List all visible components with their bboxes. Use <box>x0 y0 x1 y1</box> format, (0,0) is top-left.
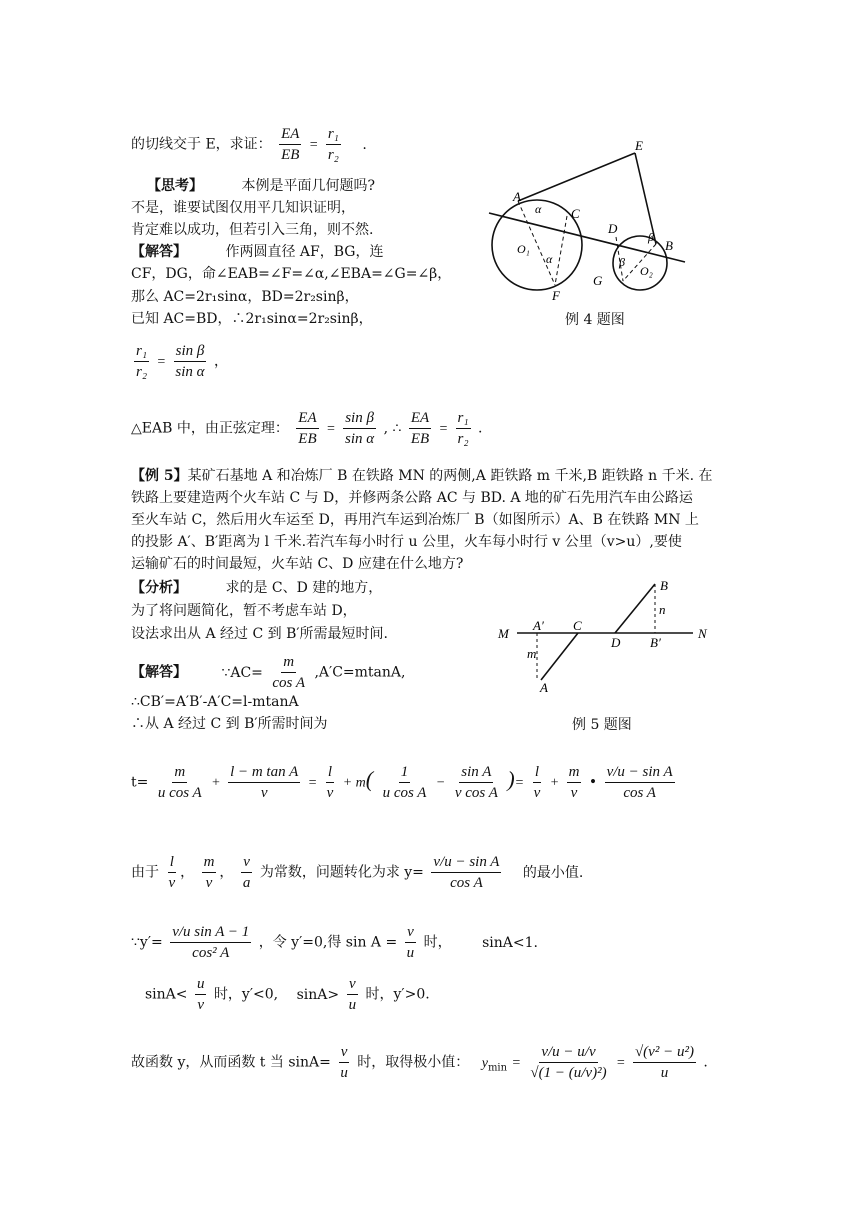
solution2-line-1: 【解答】 ∵AC= $\frac{m}{\text{cos A}}$ ,A′C=mtanA, <box>131 654 406 691</box>
solution-line-4: 已知 AC=BD，∴2r₁sinα=2r₂sinβ， <box>131 311 373 327</box>
solution-line-3: 那么 AC=2r₁sinα，BD=2r₂sinβ， <box>131 289 359 305</box>
solution2-line-2: ∴CB′=A′B′-A′C=l-mtanA <box>131 694 299 710</box>
figure-5-caption: 例 5 题图 <box>572 717 632 733</box>
think-line-2: 不是，谁要试图仅用平几知识证明， <box>131 200 355 216</box>
label-a: A <box>513 189 521 204</box>
road-db <box>615 584 655 633</box>
label-g: G <box>593 273 603 288</box>
label-o1: O₁ <box>517 242 530 256</box>
constants-line: 由于 $\frac{l}{v}$ ， $\frac{m}{v}$ ， $\frac{v}{a}$ 为常数，问题转化为求 y= $\frac{\text{v/u − sin A}}{\text{cos A}}$ 的最小值. <box>131 854 584 891</box>
road-ac <box>541 633 578 680</box>
label-c: C <box>573 618 582 633</box>
sine-law-line: △EAB 中，由正弦定理： $\frac{EA}{EB}$ = $\frac{\text{sin β}}{\text{sin α}}$ , ∴ $\frac{EA}{EB}$ = $\frac{\text{r₁}}{\text{r₂}}$ . <box>131 410 483 447</box>
solution-line-1: 【解答】 作两圆直径 AF，BG，连 <box>131 244 384 260</box>
label-m-length: m <box>527 646 537 661</box>
label-d: D <box>611 635 621 650</box>
chord-cf <box>555 216 567 285</box>
label-e: E <box>635 138 643 153</box>
label-alpha-f: α <box>546 252 553 266</box>
label-d: D <box>608 221 618 236</box>
think-line-1: 【思考】 本例是平面几何题吗? <box>147 178 375 194</box>
intro-text: 的切线交于 E，求证： <box>131 136 272 153</box>
example-5-line-1: 【例 5】某矿石基地 A 和冶炼厂 B 在铁路 MN 的两侧,A 距铁路 m 千米,B 距铁路 n 千米. 在 <box>131 468 713 484</box>
label-b: B <box>665 238 673 253</box>
figure-4-diagram <box>485 135 695 305</box>
label-m-point: M <box>498 626 509 641</box>
label-a-prime: A′ <box>533 618 544 633</box>
label-c: C <box>571 206 580 221</box>
figure-5-diagram <box>495 576 720 696</box>
derivative-line: ∵y′= $\frac{\text{v/u sin A − 1}}{\text{cos² A}}$ ，令 y′=0,得 sin A = $\frac{v}{u}$ 时， sinA<1. <box>131 924 538 961</box>
think-label: 【思考】 <box>147 178 203 194</box>
solution2-line-3: ∴从 A 经过 C 到 B′所需时间为 <box>131 716 328 732</box>
sign-line: sinA< $\frac{u}{v}$ 时，y′<0, sinA> $\frac{v}{u}$ 时，y′>0. <box>145 976 430 1013</box>
solution-label: 【解答】 <box>131 244 187 260</box>
ea-eb-fraction: $\frac{EA}{EB}$ <box>281 126 300 163</box>
think-line-3: 肯定难以成功，但若引入三角，则不然. <box>131 222 374 238</box>
example-5-label: 【例 5】 <box>131 468 188 484</box>
label-b: B <box>660 578 668 593</box>
label-n-point: N <box>698 626 707 641</box>
example-5-line-2: 铁路上要建造两个火车站 C 与 D，并修两条公路 AC 与 BD. A 地的矿石先用汽车由公路运 <box>131 490 693 506</box>
solution2-label: 【解答】 <box>131 664 187 681</box>
r1-r2-fraction: $\frac{\text{r₁}}{\text{r₂}}$ <box>327 126 339 163</box>
time-equation: t= $\frac{m}{\text{u cos A}}$ + $\frac{\text{l − m tan A}}{v}$ = $\frac{l}{v}$ + m( $\frac{1}{\text{u cos A}}$ − $\frac{\text{sin A}}{\text{v cos A}}$ )= $\frac{l}{v}$ + $\frac{m}{v}$ • $\frac{\text{v/u − sin A}}{\text{cos A}}$ <box>131 764 673 801</box>
ratio-equation: $\frac{\text{r₁}}{\text{r₂}}$ = $\frac{\text{sin β}}{\text{sin α}}$ ， <box>136 343 229 380</box>
label-b-prime: B′ <box>650 635 661 650</box>
analysis-label: 【分析】 <box>131 580 187 596</box>
label-a: A <box>540 680 548 695</box>
example-5-line-3: 至火车站 C，然后用火车运至 D，再用汽车运到冶炼厂 B（如图所示）A、B 在铁路 MN 上 <box>131 512 699 528</box>
label-f: F <box>552 288 560 303</box>
conclusion-line: 故函数 y，从而函数 t 当 sinA= $\frac{v}{u}$ 时，取得极小值： $y_{min}$ = $\frac{v/u - u/v}{\text{√(1 − (u/v)²)}}$ = $\frac{\text{√(v² − u²)}}{u}$ . <box>131 1044 708 1081</box>
analysis-line-3: 设法求出从 A 经过 C 到 B′所需最短时间. <box>131 626 388 642</box>
example-5-line-5: 运输矿石的时间最短，火车站 C、D 应建在什么地方? <box>131 556 464 572</box>
label-beta-g: β <box>619 255 625 269</box>
tangent-ae <box>518 153 635 201</box>
solution-line-2: CF，DG，命∠EAB=∠F=∠α,∠EBA=∠G=∠β， <box>131 266 452 282</box>
example-5-line-4: 的投影 A′、B′距离为 l 千米.若汽车每小时行 u 公里，火车每小时行 v 公里（v>u）,要使 <box>131 534 682 550</box>
analysis-line-1: 【分析】 求的是 C、D 建的地方， <box>131 580 383 596</box>
label-o2: O₂ <box>640 264 653 278</box>
label-n-length: n <box>659 602 666 617</box>
intro-line: 的切线交于 E，求证： $\frac{EA}{EB}$ = $\frac{\text{r₁}}{\text{r₂}}$ . <box>131 126 367 163</box>
label-beta-b: β <box>648 230 654 244</box>
label-alpha-a: α <box>535 202 542 216</box>
analysis-line-2: 为了将问题简化，暂不考虑车站 D， <box>131 603 357 619</box>
figure-4-caption: 例 4 题图 <box>565 312 625 328</box>
